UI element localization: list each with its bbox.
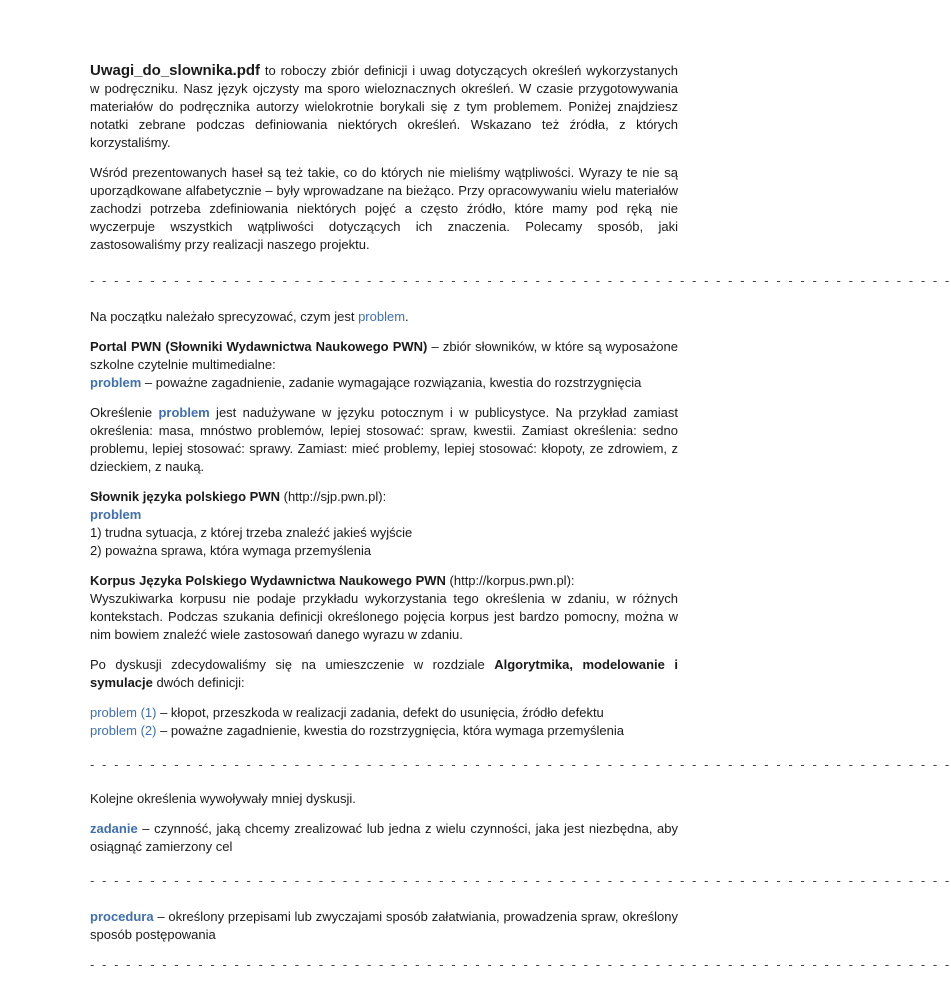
final-definitions xyxy=(90,704,678,740)
pwn-portal-desc: – zbiór słowników, w które są wyposażone szkolne czytelnie multimedialne: xyxy=(90,339,678,372)
korpus-text: Wyszukiwarka korpusu nie podaje przykładu wykorzystania tego określenia w zdaniu, w różnych kontekstach. Podczas szukania definicji określonego pojęcia korpus jest bardzo pomocny, można w nim bowiem znaleźć wiele zastosowań danego wyrazu w zdaniu. xyxy=(90,591,678,642)
section2-intro: Kolejne określenia wywoływały mniej dyskusji. xyxy=(90,791,356,806)
section1-intro-end: . xyxy=(405,309,409,324)
separator: - - - - - - - - - - - - - - - - - - - - - - - - - - - - - - - - - - - - - - - - - - - - - - - - - - - - - - - - - - - - - - - - - - - - - - - - xyxy=(90,957,951,972)
decision-paragraph xyxy=(90,656,678,692)
term-problem: problem xyxy=(358,309,406,324)
sjp-url: (http://sjp.pwn.pl): xyxy=(280,489,387,504)
overuse-pre: Określenie xyxy=(90,405,159,420)
intro-paragraph-2: Wśród prezentowanych haseł są też takie, co do których nie mieliśmy wątpliwości. Wyrazy te nie są uporządkowane alfabetycznie – były wprowadzane na bieżąco. Przy opracowywaniu wielu materiałów zachodzi potrzeba zdefiniowania niektórych pojęć a często źródło, które mamy pod ręką nie wyczerpuje wszystkich wątpliwości dotyczących ich znaczenia. Polecamy sposób, jaki zastosowaliśmy przy realizacji naszego projektu. xyxy=(90,165,678,252)
source-sjp: Słownik języka polskiego PWN xyxy=(90,489,280,504)
term-number-1: (1) xyxy=(136,705,157,720)
decision-pre: Po dyskusji zdecydowaliśmy się na umieszczenie w rozdziale xyxy=(90,657,495,672)
term-problem: problem xyxy=(90,375,142,390)
term-problem-2: problem xyxy=(90,723,137,738)
source-pwn-portal: Portal PWN (Słowniki Wydawnictwa Naukowego PWN) xyxy=(90,339,428,354)
definition-1: – kłopot, przeszkoda w realizacji zadania, defekt do usunięcia, źródło defektu xyxy=(156,705,604,720)
decision-post: dwóch definicji: xyxy=(152,675,245,690)
korpus-entry xyxy=(90,572,678,644)
overuse-text: jest nadużywane w języku potocznym i w publicystyce. Na przykład zamiast określenia: masa, mnóstwo problemów, lepiej stosować: spraw, kwestii. Zamiast określenia: sedno problemu, lepiej stosować: sprawy. Zamiast: mieć problemy, lepiej stosować: kłopoty, ze zdrowiem, z dzieckiem, z nauką. xyxy=(90,405,678,474)
zadanie-def: – czynność, jaką chcemy zrealizować lub jedna z wielu czynności, jaka jest niezbędna, aby osiągnąć zamierzony cel xyxy=(90,821,678,854)
section1-intro-text: Na początku należało sprecyzować, czym jest xyxy=(90,309,359,324)
chapter-name: Algorytmika, modelowanie i symulacje xyxy=(90,657,678,690)
sjp-def-2: 2) poważna sprawa, która wymaga przemyślenia xyxy=(90,543,372,558)
separator: - - - - - - - - - - - - - - - - - - - - - - - - - - - - - - - - - - - - - - - - - - - - - - - - - - - - - - - - - - - - - - - - - - - - - - - - xyxy=(90,757,951,772)
overuse-paragraph xyxy=(90,404,678,476)
pwn-portal-def: – poważne zagadnienie, zadanie wymagające rozwiązania, kwestia do rozstrzygnięcia xyxy=(141,375,642,390)
sjp-entry xyxy=(90,488,678,560)
separator: - - - - - - - - - - - - - - - - - - - - - - - - - - - - - - - - - - - - - - - - - - - - - - - - - - - - - - - - - - - - - - - - - - - - - - - - xyxy=(90,273,951,288)
intro-text-1: to roboczy zbiór definicji i uwag dotyczących określeń wykorzystanych w podręczniku. Nasz język ojczysty ma sporo wieloznacznych określeń. W czasie przygotowywania materiałów do podręcznika autorzy wielokrotnie borykali się z tym problemem. Poniżej znajdziesz notatki zebrane podczas definiowania niektórych określeń. Wskazano też źródła, z których korzystaliśmy. xyxy=(90,63,678,150)
term-zadanie: zadanie xyxy=(90,821,138,836)
document-page xyxy=(90,62,951,988)
korpus-url: (http://korpus.pwn.pl): xyxy=(445,573,575,588)
term-procedura: procedura xyxy=(90,909,154,924)
intro-paragraph-1 xyxy=(90,62,678,152)
term-problem: problem xyxy=(158,405,210,420)
source-korpus: Korpus Języka Polskiego Wydawnictwa Naukowego PWN xyxy=(90,573,446,588)
separator: - - - - - - - - - - - - - - - - - - - - - - - - - - - - - - - - - - - - - - - - - - - - - - - - - - - - - - - - - - - - - - - - - - - - - - - - xyxy=(90,873,951,888)
file-name: Uwagi_do_slownika.pdf xyxy=(90,62,261,79)
definition-2: – poważne zagadnienie, kwestia do rozstrzygnięcia, która wymaga przemyślenia xyxy=(156,723,624,738)
pwn-portal-entry xyxy=(90,338,678,392)
term-number-2: (2) xyxy=(136,723,157,738)
term-problem: problem xyxy=(90,507,142,522)
term-problem-1: problem xyxy=(90,705,137,720)
procedura-def: – określony przepisami lub zwyczajami sposób załatwiania, prowadzenia spraw, określony sposób postępowania xyxy=(90,909,678,942)
sjp-def-1: 1) trudna sytuacja, z której trzeba znaleźć jakieś wyjście xyxy=(90,525,413,540)
procedura-entry xyxy=(90,908,678,944)
section1-intro xyxy=(90,308,678,326)
zadanie-entry xyxy=(90,820,678,856)
